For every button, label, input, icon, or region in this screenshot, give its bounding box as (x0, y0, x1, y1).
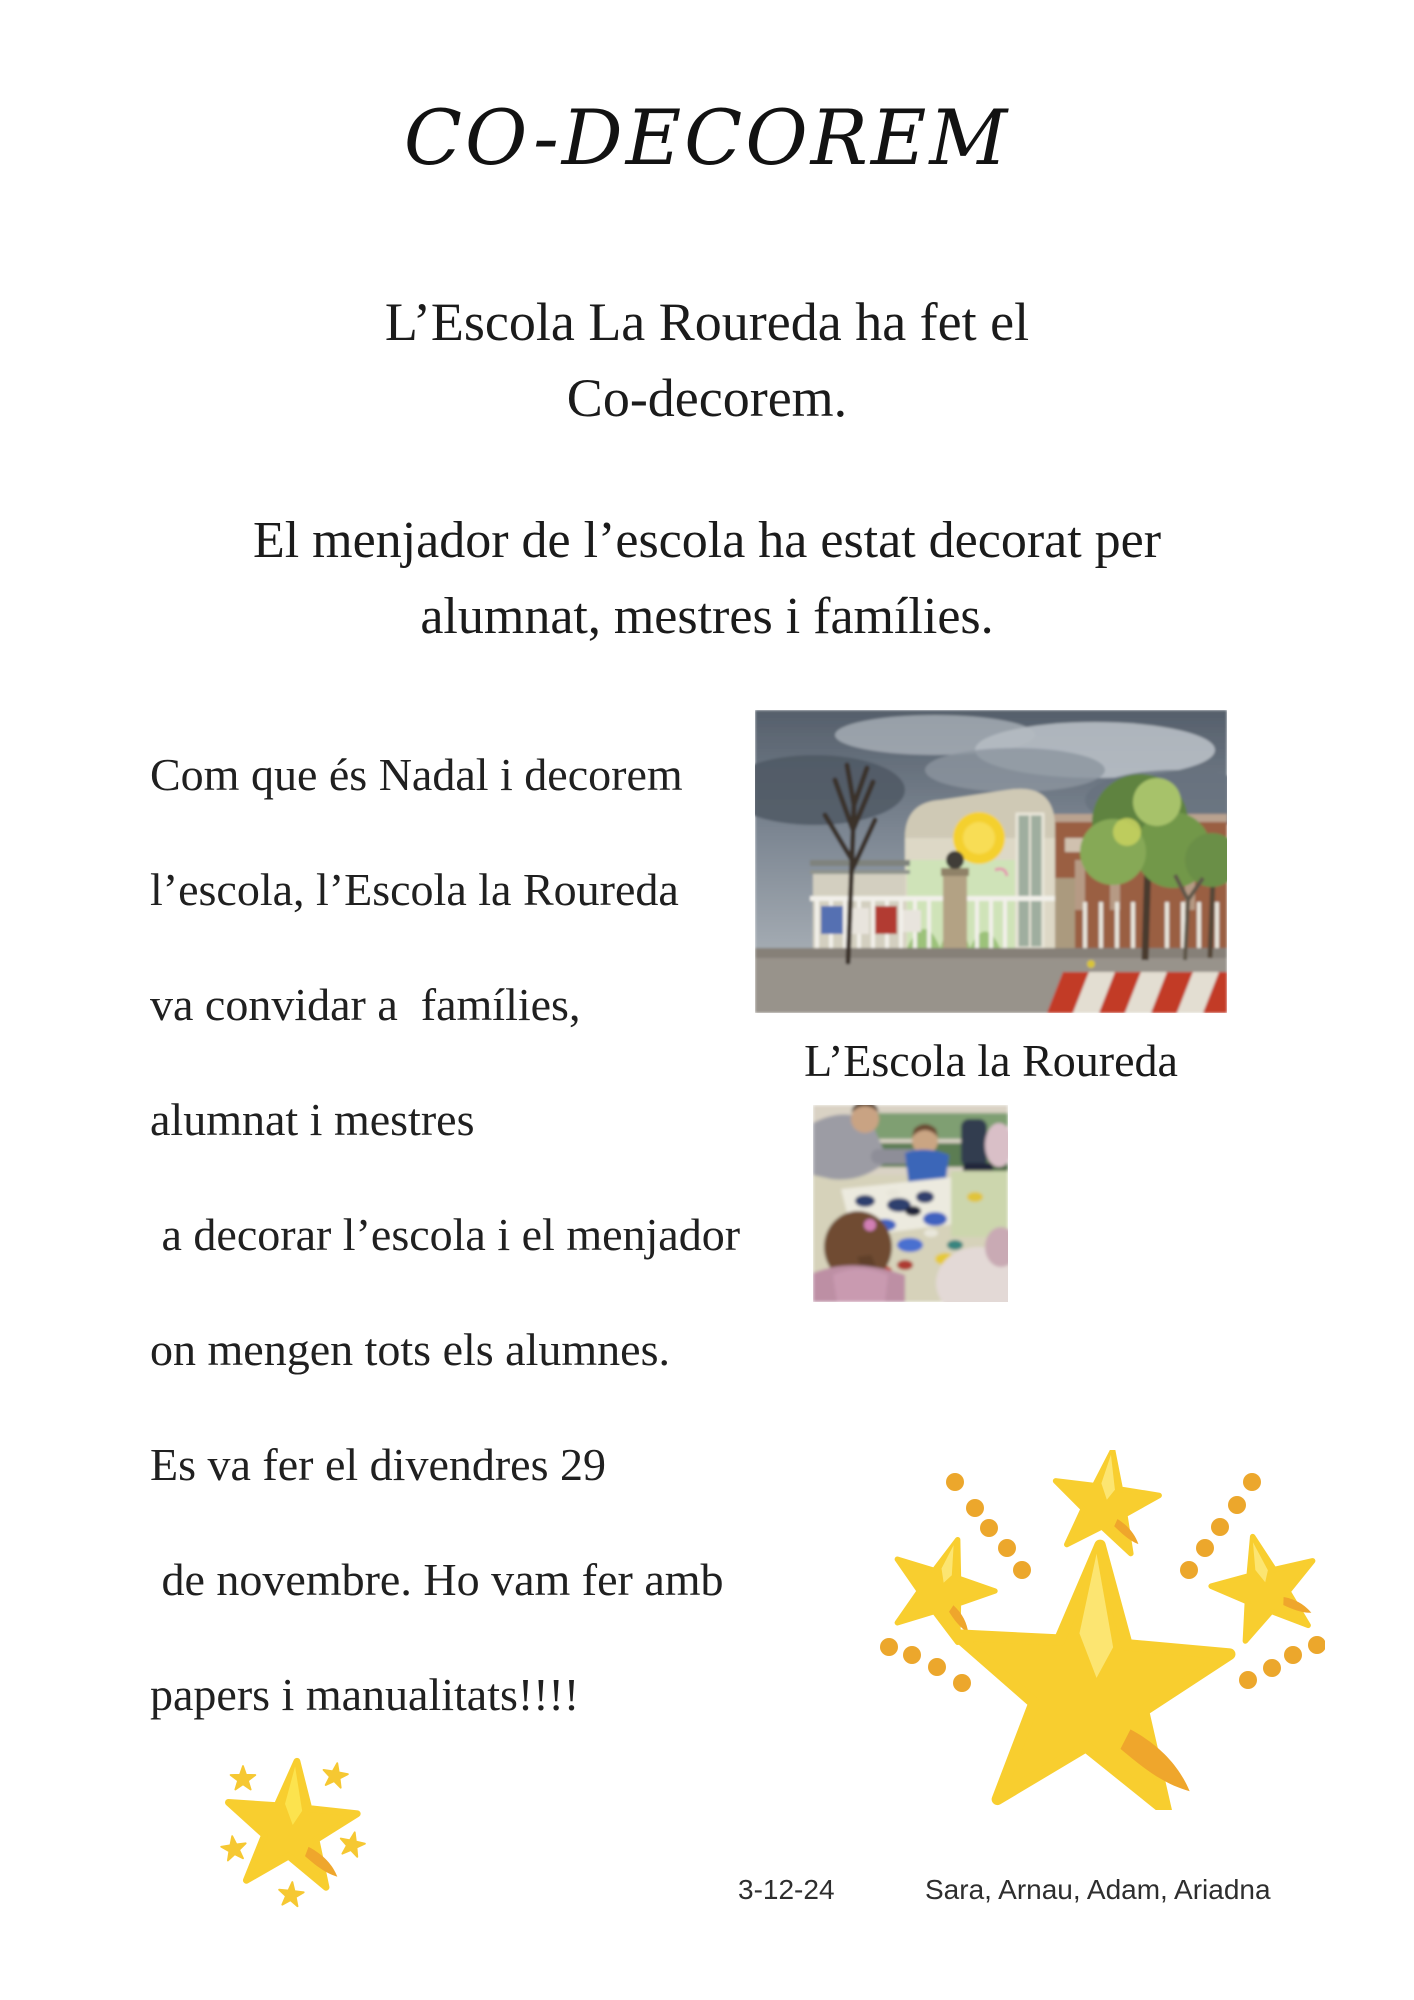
school-photo (755, 710, 1227, 1013)
body-line: alumnat i mestres (150, 1094, 475, 1145)
body-line: papers i manualitats!!!! (150, 1669, 580, 1720)
intro-line-2: alumnat, mestres i famílies. (420, 588, 994, 645)
body-line: Es va fer el divendres 29 (150, 1439, 607, 1490)
body-line: on mengen tots els alumnes. (150, 1324, 670, 1375)
body-line: va convidar a famílies, (150, 979, 581, 1030)
body-line: de novembre. Ho vam fer amb (150, 1554, 724, 1605)
body-line: l’escola, l’Escola la Roureda (150, 864, 679, 915)
photo-caption: L’Escola la Roureda (804, 1035, 1178, 1086)
body-line: Com que és Nadal i decorem (150, 749, 683, 800)
subtitle-line-1: L’Escola La Roureda ha fet el (384, 292, 1030, 352)
intro-paragraph (0, 503, 1414, 655)
body-line: a decorar l’escola i el menjador (150, 1209, 741, 1260)
page-title: CO-DECOREM (403, 93, 1011, 182)
body-text-column (150, 717, 850, 1752)
craft-photo (813, 1105, 1008, 1302)
star-badge-graphic (213, 1745, 368, 1910)
footer-date: 3-12-24 (738, 1874, 835, 1905)
star-cluster-graphic (880, 1450, 1325, 1810)
footer-authors: Sara, Arnau, Adam, Ariadna (925, 1874, 1271, 1905)
intro-line-1: El menjador de l’escola ha estat decorat per (252, 512, 1162, 569)
subtitle (0, 284, 1414, 436)
subtitle-line-2: Co-decorem. (566, 368, 848, 428)
